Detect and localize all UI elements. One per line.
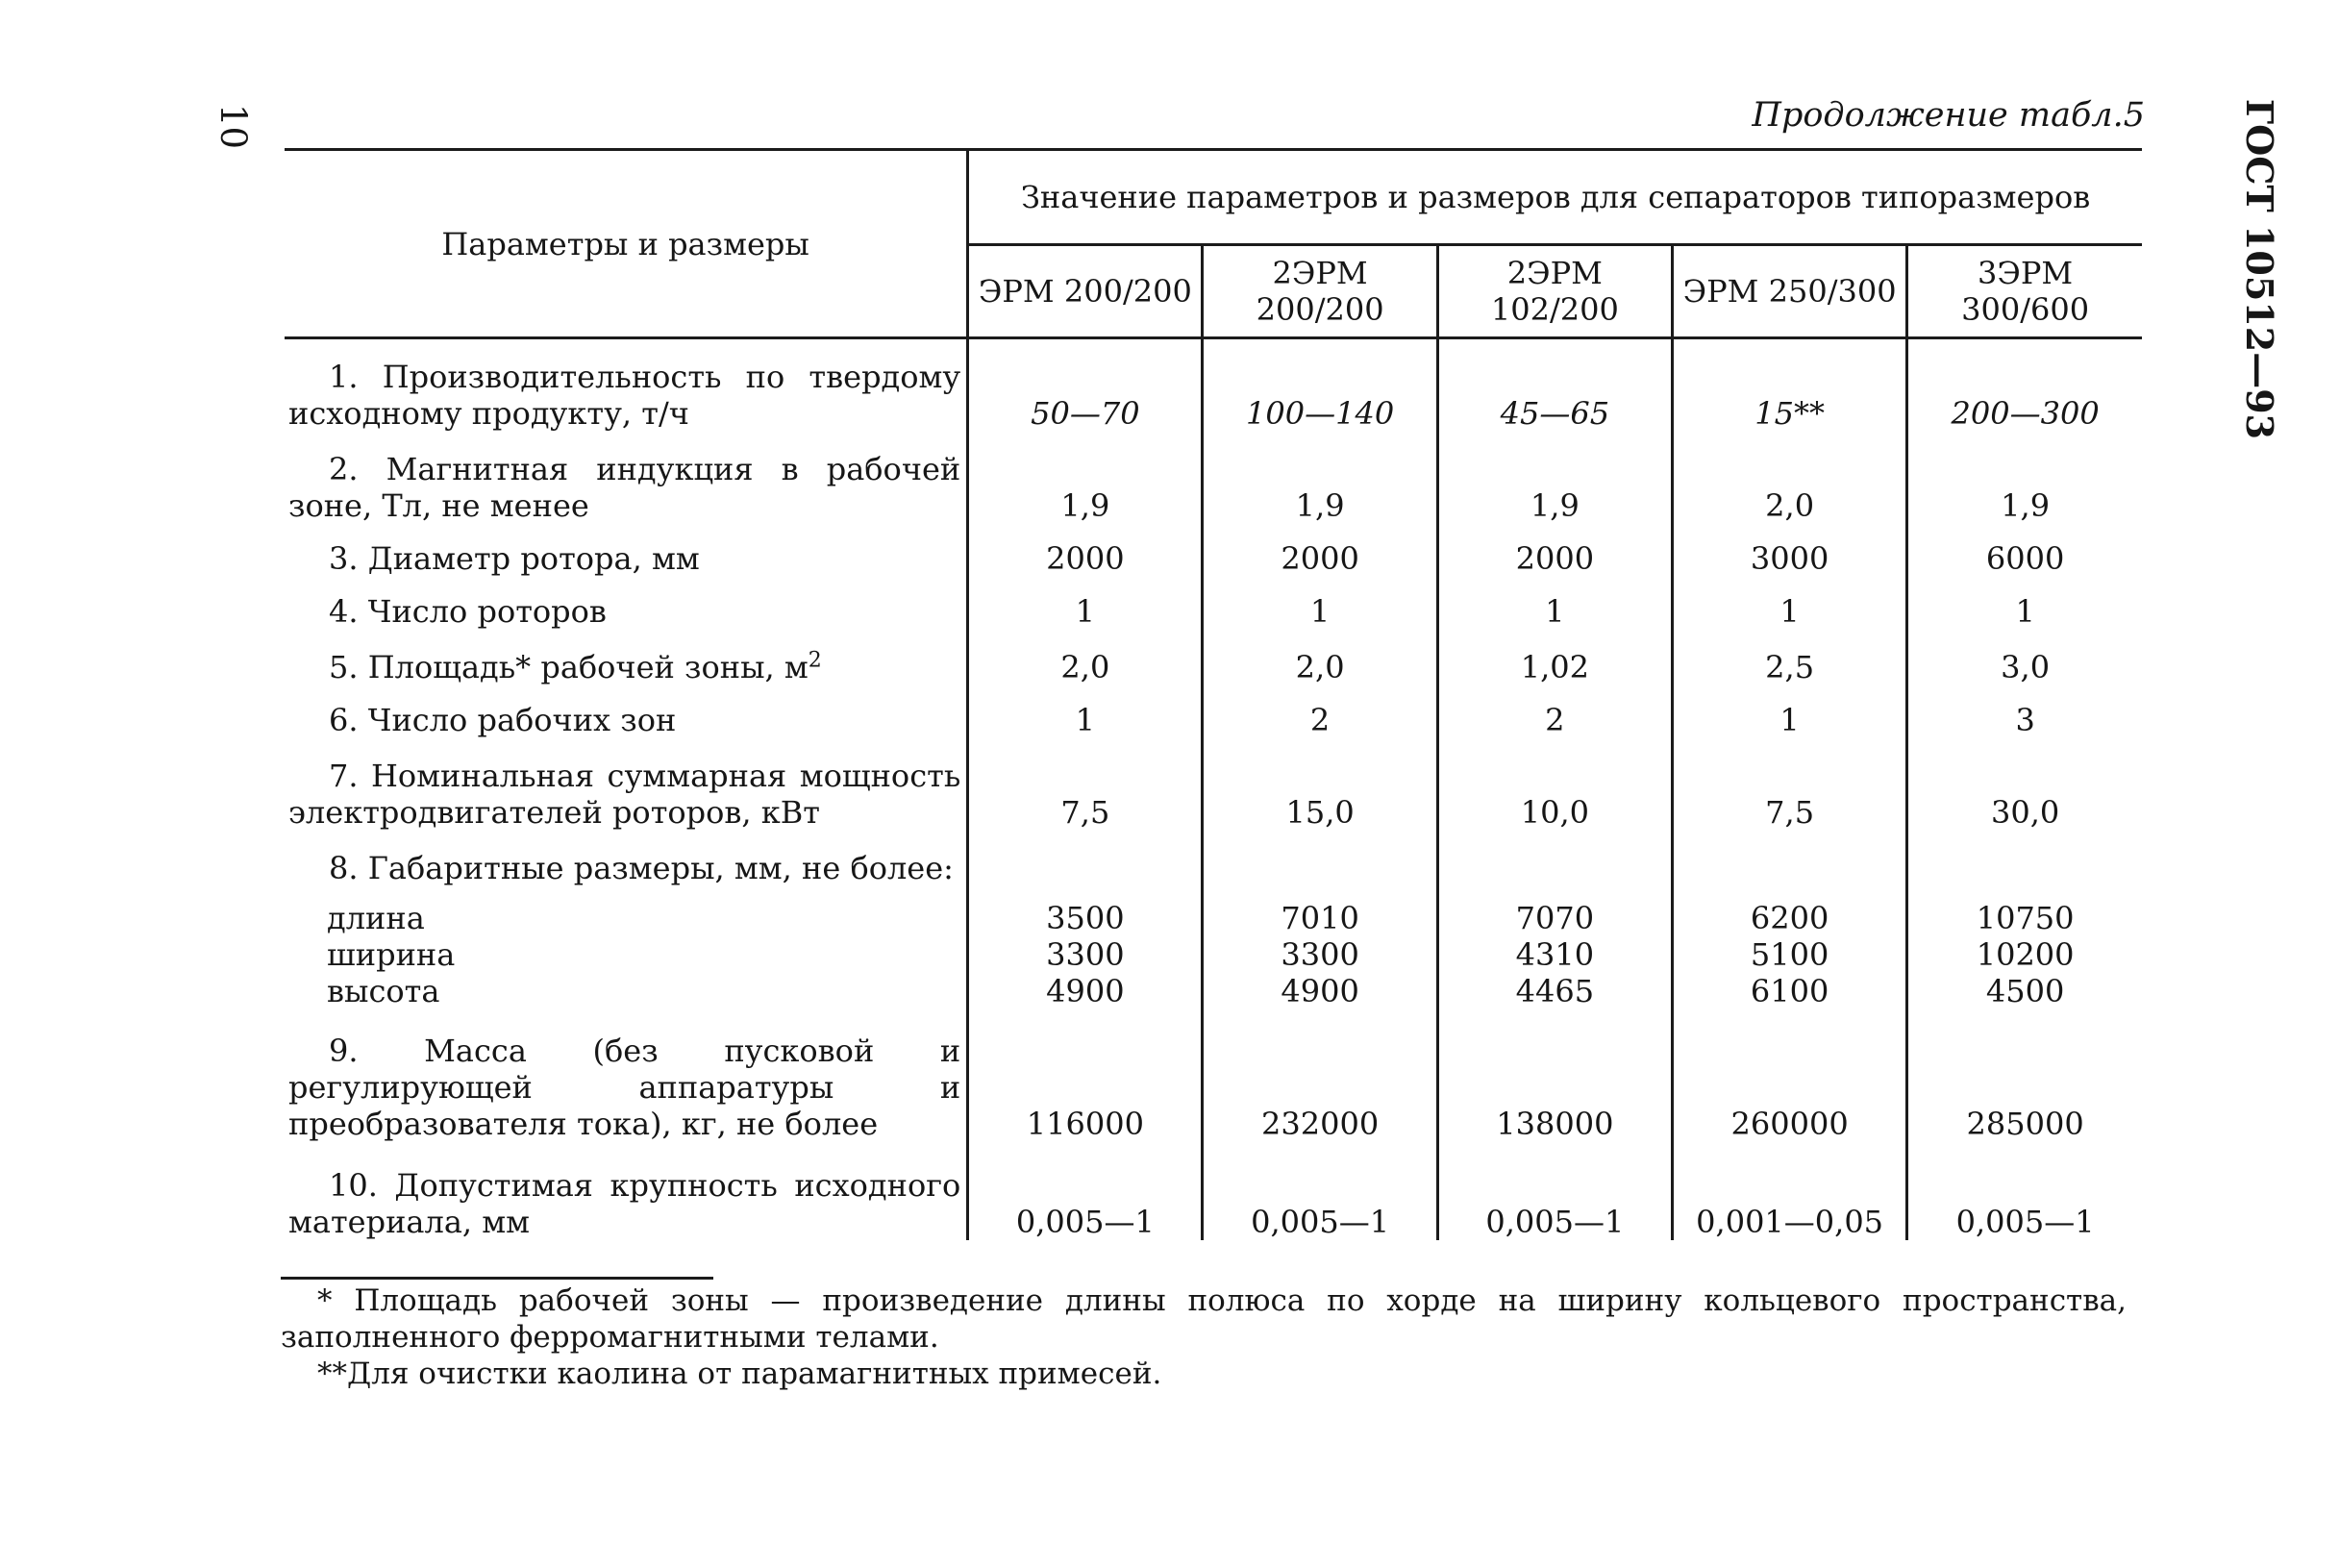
- table-cell: 4500: [1985, 973, 2065, 1009]
- table-cell: 1: [968, 685, 1203, 738]
- row-label: 8. Габаритные размеры, мм, не более:: [329, 850, 954, 886]
- table-cell: 100—140: [1203, 338, 1437, 433]
- table-cell: 0,005—1: [1203, 1142, 1437, 1240]
- table-continuation-caption: Продолжение табл.5: [1752, 96, 2145, 135]
- row-label: 10. Допустимая крупность исходного материала, мм: [288, 1167, 961, 1240]
- table-cell: 15,0: [1203, 738, 1437, 831]
- table-cell: 2000: [1203, 524, 1437, 577]
- table-cell-stack: [1437, 886, 1672, 1009]
- table-cell: 10200: [1976, 936, 2075, 973]
- table-row: [285, 1142, 2142, 1240]
- table-row: [285, 831, 2142, 886]
- table-cell: 10,0: [1437, 738, 1672, 831]
- table-cell-stack: [1203, 886, 1437, 1009]
- table-cell: 7,5: [968, 738, 1203, 831]
- table-row: [285, 630, 2142, 685]
- table-row: [285, 432, 2142, 524]
- column-header: 3ЭРМ 300/600: [1907, 245, 2142, 338]
- table-cell: 4310: [1515, 936, 1595, 973]
- table-cell: 10750: [1976, 900, 2075, 936]
- row-label: длина: [327, 900, 425, 936]
- table-cell: 3000: [1672, 524, 1906, 577]
- table-cell: 0,005—1: [1907, 1142, 2142, 1240]
- table-cell: 7070: [1515, 900, 1595, 936]
- table-cell: 1: [1907, 577, 2142, 630]
- table-cell: 3300: [1046, 936, 1125, 973]
- table-cell: [1907, 831, 2142, 886]
- footnote: * Площадь рабочей зоны — произведение длины полюса по хорде на ширину кольцевого пространства, заполненного ферромагнитными телами.: [281, 1283, 2127, 1355]
- table-cell: 1: [1437, 577, 1672, 630]
- table-cell: 2,0: [968, 630, 1203, 685]
- table-cell: 2,0: [1672, 432, 1906, 524]
- table-cell: 232000: [1203, 1009, 1437, 1142]
- table-cell: 3300: [1281, 936, 1359, 973]
- table-cell: 2: [1203, 685, 1437, 738]
- table-cell: 2,5: [1672, 630, 1906, 685]
- row-label: [285, 630, 968, 685]
- table-cell: 0,005—1: [968, 1142, 1203, 1240]
- row-label-text: 5. Площадь* рабочей зоны, м: [329, 649, 809, 685]
- table-row: [285, 685, 2142, 738]
- table-cell: [1203, 831, 1437, 886]
- table-cell: [1437, 831, 1672, 886]
- footnote-divider: [281, 1277, 713, 1280]
- table-cell: 1,9: [1203, 432, 1437, 524]
- table-cell: 4465: [1515, 973, 1595, 1009]
- row-label: ширина: [327, 936, 456, 973]
- row-label-stack: [285, 886, 968, 1009]
- table-row: [285, 1009, 2142, 1142]
- table-cell: 3: [1907, 685, 2142, 738]
- column-header: ЭРМ 250/300: [1672, 245, 1906, 338]
- column-header: ЭРМ 200/200: [968, 245, 1203, 338]
- table-cell: 3500: [1046, 900, 1125, 936]
- param-column-header: Параметры и размеры: [285, 150, 968, 338]
- table-cell: 15**: [1672, 338, 1906, 433]
- footnote: **Для очистки каолина от парамагнитных примесей.: [317, 1356, 1162, 1391]
- table-row: [285, 738, 2142, 831]
- table-cell: 1,02: [1437, 630, 1672, 685]
- row-label: 2. Магнитная индукция в рабочей зоне, Тл, не менее: [288, 451, 961, 524]
- document-code: ГОСТ 10512—93: [2238, 98, 2281, 440]
- table-cell: 1,9: [1437, 432, 1672, 524]
- table-row: [285, 886, 2142, 1009]
- superscript: 2: [808, 648, 822, 673]
- row-label: 9. Масса (без пусковой и регулирующей аппаратуры и преобразователя тока), кг, не более: [288, 1033, 961, 1142]
- row-label: 1. Производительность по твердому исходному продукту, т/ч: [288, 359, 961, 432]
- group-column-header: Значение параметров и размеров для сепараторов типоразмеров: [968, 150, 2142, 245]
- footnotes: [281, 1282, 2127, 1392]
- table-cell-stack: [1907, 886, 2142, 1009]
- table-cell: 116000: [968, 1009, 1203, 1142]
- table-cell: 260000: [1672, 1009, 1906, 1142]
- table-cell: 0,005—1: [1437, 1142, 1672, 1240]
- table-cell: 45—65: [1437, 338, 1672, 433]
- parameters-table: [285, 148, 2142, 1240]
- table-row: [285, 338, 2142, 433]
- column-header: 2ЭРМ 200/200: [1203, 245, 1437, 338]
- page-number: 10: [212, 104, 254, 150]
- table-cell: 1: [1672, 577, 1906, 630]
- table-cell: 30,0: [1907, 738, 2142, 831]
- column-header: 2ЭРМ 102/200: [1437, 245, 1672, 338]
- table-cell: 2000: [968, 524, 1203, 577]
- table-cell: 1: [1672, 685, 1906, 738]
- table-cell: 138000: [1437, 1009, 1672, 1142]
- table-cell: 6200: [1750, 900, 1829, 936]
- table-cell: 2,0: [1203, 630, 1437, 685]
- table-cell: 2000: [1437, 524, 1672, 577]
- row-label: 4. Число роторов: [329, 593, 607, 630]
- row-label: 3. Диаметр ротора, мм: [329, 540, 700, 577]
- table-cell: 6000: [1907, 524, 2142, 577]
- row-label: 7. Номинальная суммарная мощность электродвигателей роторов, кВт: [288, 758, 961, 831]
- table-cell-stack: [1672, 886, 1906, 1009]
- table-cell: 7,5: [1672, 738, 1906, 831]
- table-row: [285, 524, 2142, 577]
- table-cell: 2: [1437, 685, 1672, 738]
- table-cell: 4900: [1281, 973, 1359, 1009]
- table-cell: 1: [1203, 577, 1437, 630]
- table-cell: 50—70: [968, 338, 1203, 433]
- table-cell: 1,9: [968, 432, 1203, 524]
- row-label: высота: [327, 973, 440, 1009]
- table-cell: 1,9: [1907, 432, 2142, 524]
- table-cell-stack: [968, 886, 1203, 1009]
- table-cell: 0,001—0,05: [1672, 1142, 1906, 1240]
- table-cell: 6100: [1750, 973, 1829, 1009]
- table-cell: [968, 831, 1203, 886]
- table-row: [285, 577, 2142, 630]
- table-cell: 285000: [1907, 1009, 2142, 1142]
- table-cell: 200—300: [1907, 338, 2142, 433]
- table-cell: [1672, 831, 1906, 886]
- table-cell: 5100: [1750, 936, 1829, 973]
- table-cell: 3,0: [1907, 630, 2142, 685]
- table-cell: 7010: [1281, 900, 1359, 936]
- table-cell: 4900: [1046, 973, 1125, 1009]
- row-label: 6. Число рабочих зон: [329, 702, 677, 738]
- table-cell: 1: [968, 577, 1203, 630]
